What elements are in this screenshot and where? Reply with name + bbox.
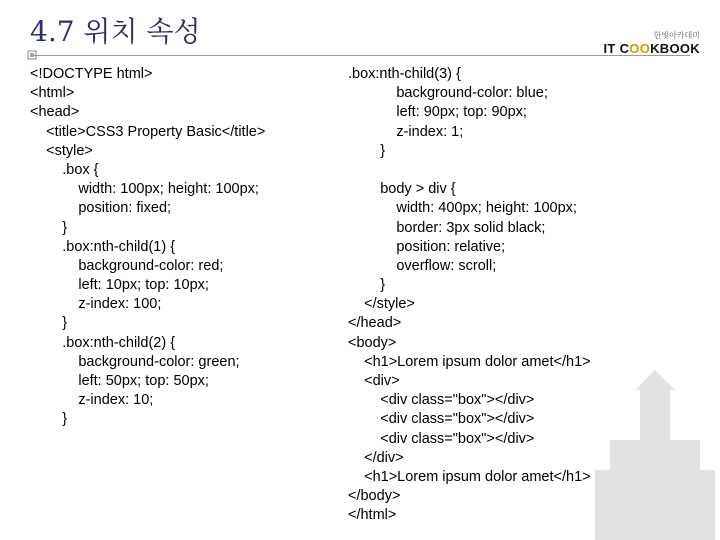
code-line: <style> xyxy=(30,142,93,159)
building-watermark-icon xyxy=(590,370,720,540)
code-line: </body> xyxy=(348,488,401,505)
code-line: <head> xyxy=(30,104,80,121)
code-line: <body> xyxy=(348,334,397,351)
code-line: <div> xyxy=(348,373,400,389)
code-line: <title>CSS3 Property Basic</title> xyxy=(30,123,266,140)
diamond-bullet-icon xyxy=(27,50,37,60)
code-line: width: 400px; height: 100px; xyxy=(348,200,577,217)
code-line: z-index: 10; xyxy=(30,392,154,409)
code-line: </div> xyxy=(348,449,404,466)
code-line: width: 100px; height: 100px; xyxy=(30,181,259,198)
code-line: background-color: red; xyxy=(30,257,224,274)
logo-text-a: IT C xyxy=(603,41,630,56)
logo-text-b: KBOOK xyxy=(650,41,700,56)
code-line: overflow: scroll; xyxy=(348,257,497,274)
code-line: <!DOCTYPE html> xyxy=(30,66,153,82)
code-line: border: 3px solid black; xyxy=(348,219,546,236)
code-line: <div class="box"></div> xyxy=(348,430,535,447)
code-line: left: 50px; top: 50px; xyxy=(30,373,209,389)
code-line: <div class="box"></div> xyxy=(348,392,535,409)
logo-subtitle: 한빛아카데미 xyxy=(653,31,700,40)
code-line: </html> xyxy=(348,507,397,524)
publisher-logo xyxy=(590,30,700,62)
code-line: } xyxy=(30,411,68,428)
code-line: background-color: green; xyxy=(30,353,240,370)
code-line: } xyxy=(30,315,68,332)
code-line: .box:nth-child(1) { xyxy=(30,238,176,255)
code-line: </head> xyxy=(348,315,402,332)
code-line: z-index: 1; xyxy=(348,123,464,140)
code-line: } xyxy=(348,142,386,159)
code-line: <h1>Lorem ipsum dolor amet</h1> xyxy=(348,468,591,485)
code-line: } xyxy=(30,219,68,236)
code-line: position: fixed; xyxy=(30,200,172,217)
code-line: background-color: blue; xyxy=(348,85,548,102)
code-line: <div class="box"></div> xyxy=(348,411,535,428)
code-line: left: 10px; top: 10px; xyxy=(30,277,209,294)
code-line: z-index: 100; xyxy=(30,296,162,313)
code-line: </style> xyxy=(348,296,415,313)
code-line: .box:nth-child(3) { xyxy=(348,66,461,82)
code-line: <h1>Lorem ipsum dolor amet</h1> xyxy=(348,353,591,370)
logo-wordmark xyxy=(590,41,700,56)
slide-title: 4.7 위치 속성 xyxy=(30,15,201,48)
code-line: body > div { xyxy=(348,181,456,198)
logo-eye-text: OO xyxy=(629,41,651,56)
code-column-right xyxy=(348,65,591,526)
code-line: <html> xyxy=(30,85,75,102)
code-line xyxy=(348,161,591,180)
code-line: left: 90px; top: 90px; xyxy=(348,104,527,121)
code-line: .box { xyxy=(30,161,99,178)
code-column-left xyxy=(30,65,265,430)
code-line: .box:nth-child(2) { xyxy=(30,334,176,351)
code-line: position: relative; xyxy=(348,238,506,255)
code-line: } xyxy=(348,277,386,294)
